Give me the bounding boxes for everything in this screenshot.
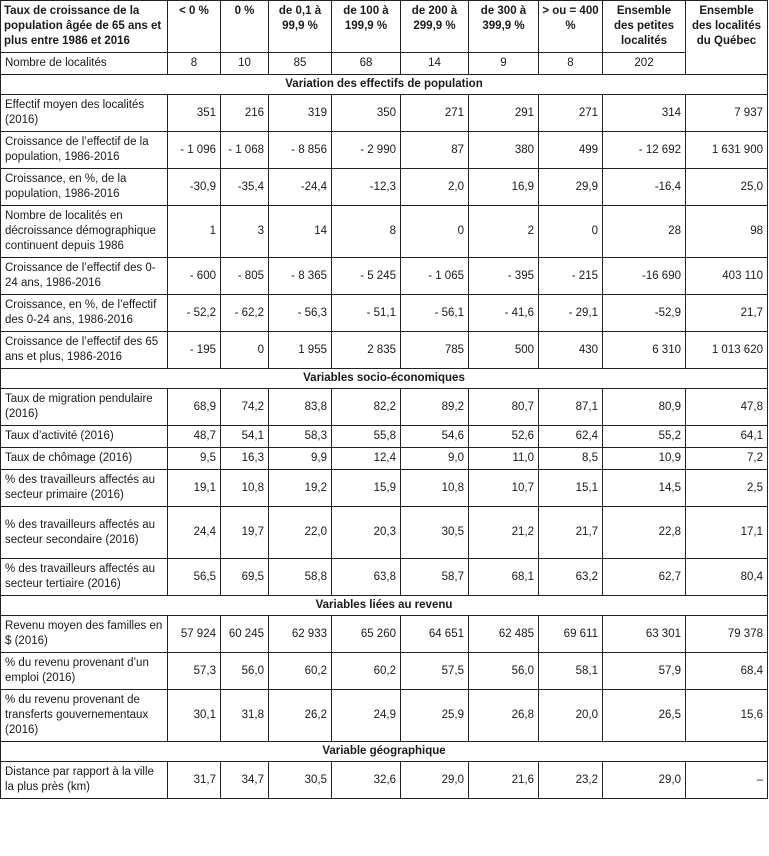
data-cell: - 2 990 <box>332 132 401 169</box>
header-cell: Taux de croissance de la population âgée de 65 ans et plus entre 1986 et 2016 <box>1 1 168 53</box>
header-cell: de 100 à 199,9 % <box>332 1 401 53</box>
data-cell: 68,9 <box>168 389 221 426</box>
row-label: Distance par rapport à la ville la plus près (km) <box>1 762 168 799</box>
table-row <box>1 132 768 169</box>
data-cell: 79 378 <box>686 616 768 653</box>
header-cell: < 0 % <box>168 1 221 53</box>
data-cell: 57,3 <box>168 653 221 690</box>
data-cell: 15,1 <box>539 470 603 507</box>
header-cell: 0 % <box>221 1 269 53</box>
data-cell: 25,9 <box>401 690 469 742</box>
data-cell: 16,3 <box>221 448 269 470</box>
row-label: Croissance, en %, de l’effectif des 0-24 ans, 1986-2016 <box>1 295 168 332</box>
row-label: % du revenu provenant de transferts gouvernementaux (2016) <box>1 690 168 742</box>
data-cell: -24,4 <box>269 169 332 206</box>
data-cell: 62 485 <box>469 616 539 653</box>
data-cell: 14,5 <box>603 470 686 507</box>
table-row <box>1 95 768 132</box>
data-cell: 87,1 <box>539 389 603 426</box>
data-cell: 16,9 <box>469 169 539 206</box>
data-cell: 69 611 <box>539 616 603 653</box>
table-row <box>1 690 768 742</box>
data-cell: 82,2 <box>332 389 401 426</box>
data-cell: 54,1 <box>221 426 269 448</box>
data-cell: - 805 <box>221 258 269 295</box>
data-cell: 29,0 <box>401 762 469 799</box>
data-cell: 14 <box>401 53 469 75</box>
data-cell: 19,2 <box>269 470 332 507</box>
data-cell: 48,7 <box>168 426 221 448</box>
section-title: Variable géographique <box>1 742 768 762</box>
data-cell: 34,7 <box>221 762 269 799</box>
data-cell: 24,9 <box>332 690 401 742</box>
data-cell: - 41,6 <box>469 295 539 332</box>
data-cell: 291 <box>469 95 539 132</box>
table-row <box>1 332 768 369</box>
data-cell: 55,2 <box>603 426 686 448</box>
data-cell: 8 <box>539 53 603 75</box>
data-cell: -12,3 <box>332 169 401 206</box>
row-label: Croissance, en %, de la population, 1986-2016 <box>1 169 168 206</box>
data-cell: 0 <box>401 206 469 258</box>
data-cell: 80,9 <box>603 389 686 426</box>
row-label: Taux de chômage (2016) <box>1 448 168 470</box>
data-cell: 380 <box>469 132 539 169</box>
data-cell: - 395 <box>469 258 539 295</box>
data-cell: - 1 096 <box>168 132 221 169</box>
data-cell: 22,8 <box>603 507 686 559</box>
data-cell: 55,8 <box>332 426 401 448</box>
data-cell: 87 <box>401 132 469 169</box>
data-cell: 9,9 <box>269 448 332 470</box>
data-cell: 499 <box>539 132 603 169</box>
data-cell: 1 <box>168 206 221 258</box>
data-cell: - 600 <box>168 258 221 295</box>
section-title: Variables liées au revenu <box>1 596 768 616</box>
table-row <box>1 169 768 206</box>
data-cell: 403 110 <box>686 258 768 295</box>
data-cell: 785 <box>401 332 469 369</box>
data-cell: 17,1 <box>686 507 768 559</box>
data-cell: 31,7 <box>168 762 221 799</box>
data-cell: - 56,3 <box>269 295 332 332</box>
row-label: % du revenu provenant d’un emploi (2016) <box>1 653 168 690</box>
data-cell: 8 <box>168 53 221 75</box>
header-cell: de 200 à 299,9 % <box>401 1 469 53</box>
table-row <box>1 653 768 690</box>
data-cell: - 62,2 <box>221 295 269 332</box>
data-cell: 10,9 <box>603 448 686 470</box>
data-cell: 15,9 <box>332 470 401 507</box>
table-body <box>1 75 768 799</box>
data-cell: 20,0 <box>539 690 603 742</box>
data-cell: -16,4 <box>603 169 686 206</box>
section-header-row <box>1 596 768 616</box>
data-cell: 7 937 <box>686 95 768 132</box>
header-cell: de 300 à 399,9 % <box>469 1 539 53</box>
data-cell: 64 651 <box>401 616 469 653</box>
data-cell: 26,8 <box>469 690 539 742</box>
data-cell: 28 <box>603 206 686 258</box>
row-label: % des travailleurs affectés au secteur primaire (2016) <box>1 470 168 507</box>
table-row <box>1 206 768 258</box>
data-cell: - 51,1 <box>332 295 401 332</box>
data-cell: 6 310 <box>603 332 686 369</box>
count-row <box>1 53 768 75</box>
data-cell: 319 <box>269 95 332 132</box>
data-cell: 271 <box>539 95 603 132</box>
data-cell: 60,2 <box>269 653 332 690</box>
row-label: Revenu moyen des familles en $ (2016) <box>1 616 168 653</box>
data-cell: - 215 <box>539 258 603 295</box>
data-cell: 83,8 <box>269 389 332 426</box>
data-cell: 30,5 <box>269 762 332 799</box>
data-cell: 47,8 <box>686 389 768 426</box>
data-cell: 58,7 <box>401 559 469 596</box>
data-cell: 30,5 <box>401 507 469 559</box>
data-cell: 58,3 <box>269 426 332 448</box>
data-cell: 80,7 <box>469 389 539 426</box>
data-cell: – <box>686 762 768 799</box>
data-cell: 271 <box>401 95 469 132</box>
data-cell: - 5 245 <box>332 258 401 295</box>
data-cell: 10,7 <box>469 470 539 507</box>
table-row <box>1 507 768 559</box>
row-label: Taux de migration pendulaire (2016) <box>1 389 168 426</box>
data-cell: - 29,1 <box>539 295 603 332</box>
data-cell: 351 <box>168 95 221 132</box>
data-cell: 26,2 <box>269 690 332 742</box>
section-header-row <box>1 742 768 762</box>
data-cell: 10 <box>221 53 269 75</box>
data-cell: 62,4 <box>539 426 603 448</box>
data-cell: 19,1 <box>168 470 221 507</box>
data-cell: 25,0 <box>686 169 768 206</box>
data-cell: 9,0 <box>401 448 469 470</box>
data-cell: 2 <box>469 206 539 258</box>
row-label: Croissance de l’effectif de la population, 1986-2016 <box>1 132 168 169</box>
data-cell: - 56,1 <box>401 295 469 332</box>
data-cell: 74,2 <box>221 389 269 426</box>
data-cell: - 12 692 <box>603 132 686 169</box>
data-cell: 1 955 <box>269 332 332 369</box>
data-cell: - 8 365 <box>269 258 332 295</box>
data-cell: -52,9 <box>603 295 686 332</box>
data-cell: -16 690 <box>603 258 686 295</box>
data-cell: 80,4 <box>686 559 768 596</box>
data-cell: 7,2 <box>686 448 768 470</box>
table-row <box>1 762 768 799</box>
table-row <box>1 448 768 470</box>
data-cell: 29,0 <box>603 762 686 799</box>
data-cell: 64,1 <box>686 426 768 448</box>
data-cell: 1 631 900 <box>686 132 768 169</box>
data-cell: 56,0 <box>469 653 539 690</box>
row-label: Effectif moyen des localités (2016) <box>1 95 168 132</box>
section-header-row <box>1 369 768 389</box>
data-cell: 29,9 <box>539 169 603 206</box>
data-cell: 60,2 <box>332 653 401 690</box>
data-cell: - 1 065 <box>401 258 469 295</box>
data-cell: 9,5 <box>168 448 221 470</box>
data-cell: -35,4 <box>221 169 269 206</box>
data-cell: 21,7 <box>539 507 603 559</box>
header-row <box>1 1 768 53</box>
header-cell: de 0,1 à 99,9 % <box>269 1 332 53</box>
data-cell: 314 <box>603 95 686 132</box>
data-cell: - 195 <box>168 332 221 369</box>
data-cell: 89,2 <box>401 389 469 426</box>
header-cell: Ensemble des petites localités <box>603 1 686 53</box>
data-cell: 202 <box>603 53 686 75</box>
data-cell: 8,5 <box>539 448 603 470</box>
data-cell: - 52,2 <box>168 295 221 332</box>
data-cell: 9 <box>469 53 539 75</box>
data-cell: 56,0 <box>221 653 269 690</box>
data-cell: 11,0 <box>469 448 539 470</box>
data-cell: 58,1 <box>539 653 603 690</box>
header-cell: Ensemble des localités du Québec <box>686 1 768 75</box>
data-cell: 10,8 <box>221 470 269 507</box>
data-cell: 32,6 <box>332 762 401 799</box>
data-cell: 69,5 <box>221 559 269 596</box>
data-cell: 52,6 <box>469 426 539 448</box>
section-header-row <box>1 75 768 95</box>
data-cell: 21,7 <box>686 295 768 332</box>
data-cell: 0 <box>539 206 603 258</box>
data-cell: 14 <box>269 206 332 258</box>
data-cell: 68,1 <box>469 559 539 596</box>
data-cell: - 1 068 <box>221 132 269 169</box>
section-title: Variation des effectifs de population <box>1 75 768 95</box>
data-cell: 2,0 <box>401 169 469 206</box>
data-cell: 57 924 <box>168 616 221 653</box>
header-cell: > ou = 400 % <box>539 1 603 53</box>
data-cell: 22,0 <box>269 507 332 559</box>
data-cell: 57,9 <box>603 653 686 690</box>
data-cell: 57,5 <box>401 653 469 690</box>
data-cell: 0 <box>221 332 269 369</box>
data-cell: 63,8 <box>332 559 401 596</box>
data-cell: 98 <box>686 206 768 258</box>
data-cell: 21,2 <box>469 507 539 559</box>
data-cell: 56,5 <box>168 559 221 596</box>
data-cell: 15,6 <box>686 690 768 742</box>
data-cell: 62 933 <box>269 616 332 653</box>
data-cell: 2,5 <box>686 470 768 507</box>
data-cell: 60 245 <box>221 616 269 653</box>
section-title: Variables socio-économiques <box>1 369 768 389</box>
table-row <box>1 559 768 596</box>
data-cell: 216 <box>221 95 269 132</box>
data-cell: 430 <box>539 332 603 369</box>
data-cell: - 8 856 <box>269 132 332 169</box>
data-cell: 58,8 <box>269 559 332 596</box>
data-cell: 63,2 <box>539 559 603 596</box>
data-cell: 65 260 <box>332 616 401 653</box>
data-cell: 68 <box>332 53 401 75</box>
data-cell: -30,9 <box>168 169 221 206</box>
data-cell: 1 013 620 <box>686 332 768 369</box>
row-label: Nombre de localités <box>1 53 168 75</box>
data-cell: 68,4 <box>686 653 768 690</box>
data-cell: 85 <box>269 53 332 75</box>
data-cell: 23,2 <box>539 762 603 799</box>
table-row <box>1 295 768 332</box>
row-label: Nombre de localités en décroissance démographique continuent depuis 1986 <box>1 206 168 258</box>
table-row <box>1 470 768 507</box>
data-cell: 8 <box>332 206 401 258</box>
data-cell: 62,7 <box>603 559 686 596</box>
data-cell: 21,6 <box>469 762 539 799</box>
data-cell: 26,5 <box>603 690 686 742</box>
data-cell: 24,4 <box>168 507 221 559</box>
table-row <box>1 616 768 653</box>
data-cell: 30,1 <box>168 690 221 742</box>
data-cell: 19,7 <box>221 507 269 559</box>
row-label: Taux d’activité (2016) <box>1 426 168 448</box>
data-cell: 12,4 <box>332 448 401 470</box>
data-cell: 63 301 <box>603 616 686 653</box>
row-label: % des travailleurs affectés au secteur secondaire (2016) <box>1 507 168 559</box>
table-row <box>1 389 768 426</box>
data-cell: 31,8 <box>221 690 269 742</box>
data-cell: 350 <box>332 95 401 132</box>
table-row <box>1 426 768 448</box>
data-cell: 10,8 <box>401 470 469 507</box>
row-label: Croissance de l’effectif des 65 ans et plus, 1986-2016 <box>1 332 168 369</box>
row-label: Croissance de l’effectif des 0-24 ans, 1986-2016 <box>1 258 168 295</box>
data-cell: 54,6 <box>401 426 469 448</box>
data-cell: 3 <box>221 206 269 258</box>
row-label: % des travailleurs affectés au secteur tertiaire (2016) <box>1 559 168 596</box>
data-cell: 500 <box>469 332 539 369</box>
table-row <box>1 258 768 295</box>
data-cell: 2 835 <box>332 332 401 369</box>
data-cell: 20,3 <box>332 507 401 559</box>
